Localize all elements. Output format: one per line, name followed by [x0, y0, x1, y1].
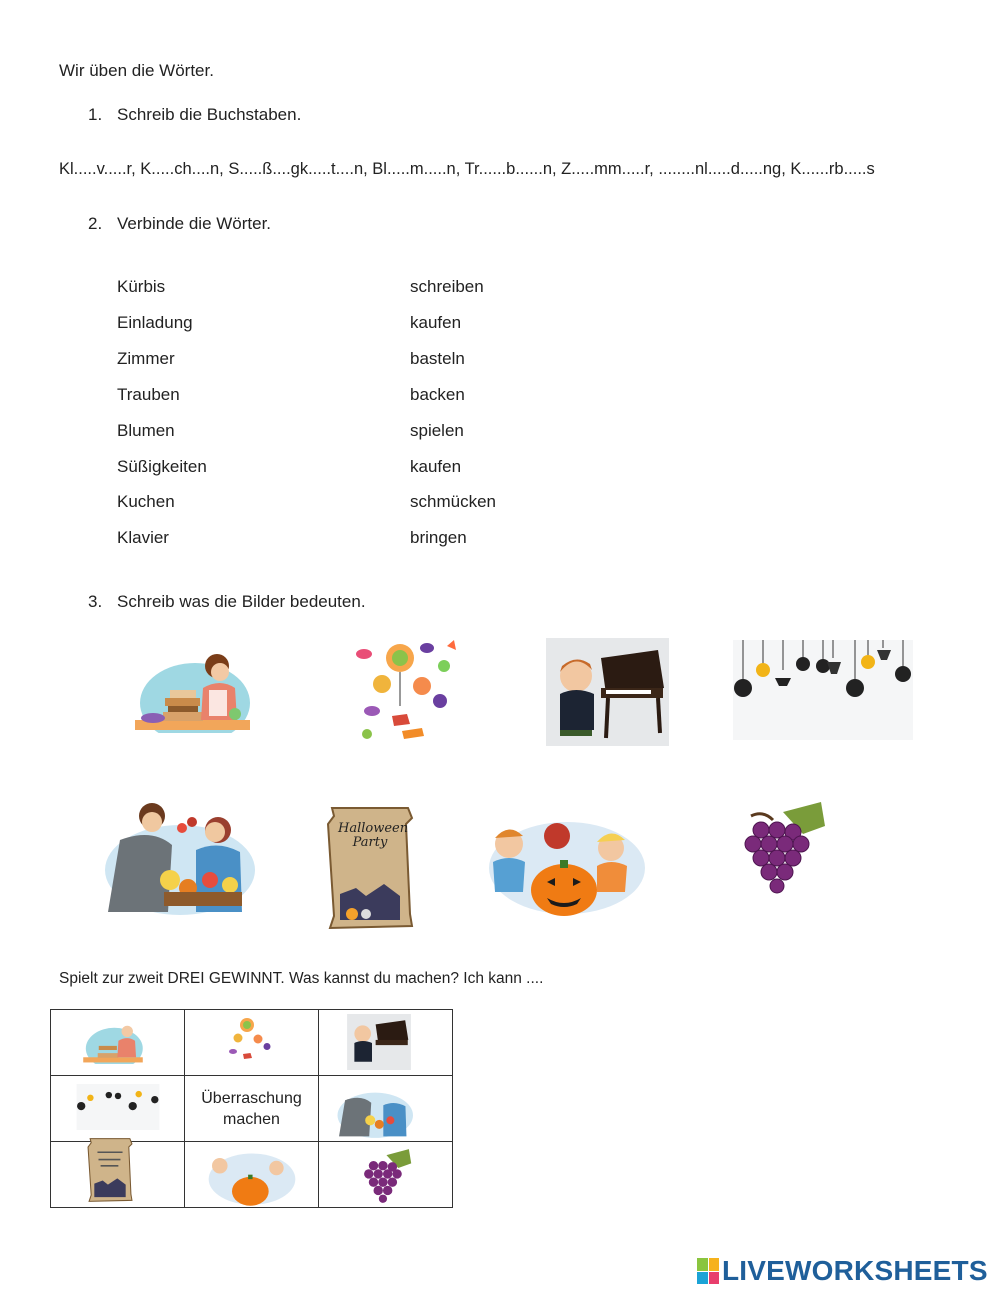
- verb-word[interactable]: kaufen: [410, 456, 462, 476]
- grid-cell-decorating[interactable]: [51, 1076, 185, 1142]
- grid-cell-grapes[interactable]: [319, 1142, 453, 1208]
- grid-cell-pumpkin[interactable]: [185, 1142, 319, 1208]
- letters-line: Kl.....v.....r, K.....ch....n, S.....ß....gk.....t....n, Bl.....m.....n, Tr......b......n, Z.....mm.....r, ........nl.....d.....ng, K......rb.....s: [59, 160, 875, 178]
- grapes-picture: [733, 800, 828, 895]
- hanging-pumpkins-icon: [76, 1084, 160, 1130]
- task1-title: Schreib die Buchstaben.: [117, 105, 302, 124]
- grid-cell-candy[interactable]: [185, 1010, 319, 1076]
- noun-word[interactable]: Klavier: [117, 528, 169, 548]
- noun-word[interactable]: Einladung: [117, 312, 193, 332]
- grapes-icon: [357, 1148, 413, 1204]
- invitation-picture: [326, 804, 414, 932]
- tic-tac-toe-grid: [50, 1009, 453, 1208]
- noun-word[interactable]: Zimmer: [117, 348, 175, 368]
- verb-word[interactable]: basteln: [410, 348, 465, 368]
- game-prompt: Spielt zur zweit DREI GEWINNT. Was kannst du machen? Ich kann ....: [59, 970, 544, 987]
- task3-number: 3.: [88, 592, 103, 611]
- verb-word[interactable]: kaufen: [410, 312, 462, 332]
- noun-word[interactable]: Blumen: [117, 420, 175, 440]
- baking-cake-picture: [135, 648, 250, 733]
- task1-number: 1.: [88, 105, 103, 124]
- task2-number: 2.: [88, 214, 103, 233]
- noun-word[interactable]: Süßigkeiten: [117, 456, 207, 476]
- flowers-icon: [335, 1080, 413, 1138]
- logo-text: LIVEWORKSHEETS: [722, 1255, 988, 1286]
- grid-cell-surprise[interactable]: [185, 1076, 319, 1142]
- noun-word[interactable]: Kuchen: [117, 492, 175, 512]
- verb-word[interactable]: bringen: [410, 528, 467, 548]
- verb-word[interactable]: schmücken: [410, 492, 496, 512]
- pumpkin-carving-picture: [487, 812, 647, 920]
- grid-cell-baking[interactable]: [51, 1010, 185, 1076]
- intro-text: Wir üben die Wörter.: [59, 61, 214, 80]
- nouns-column: [117, 269, 207, 556]
- invitation-title: Halloween Party: [338, 821, 409, 850]
- liveworksheets-logo: [697, 1255, 988, 1287]
- pumpkin-carving-icon: [207, 1148, 297, 1208]
- flowers-couple-picture: [100, 800, 255, 915]
- task2-title: Verbinde die Wörter.: [117, 214, 272, 233]
- hanging-pumpkins-picture: [733, 640, 913, 740]
- verbs-column: [410, 269, 496, 556]
- logo-mark-icon: [697, 1258, 719, 1284]
- verb-word[interactable]: spielen: [410, 420, 464, 440]
- baking-cake-icon: [83, 1020, 143, 1064]
- candy-icon: [223, 1014, 278, 1070]
- verb-word[interactable]: schreiben: [410, 277, 484, 296]
- grid-cell-piano[interactable]: [319, 1010, 453, 1076]
- grid-cell-invitation[interactable]: [51, 1142, 185, 1208]
- task3-title: Schreib was die Bilder bedeuten.: [117, 592, 366, 611]
- invitation-icon: [87, 1136, 133, 1204]
- grid-cell-flowers[interactable]: [319, 1076, 453, 1142]
- piano-icon: [347, 1014, 411, 1070]
- candy-picture: [352, 636, 462, 748]
- verb-word[interactable]: backen: [410, 384, 465, 404]
- piano-picture: [546, 638, 669, 746]
- noun-word[interactable]: Trauben: [117, 384, 180, 404]
- noun-word[interactable]: Kürbis: [117, 277, 166, 296]
- surprise-label: Überraschung machen: [201, 1089, 302, 1128]
